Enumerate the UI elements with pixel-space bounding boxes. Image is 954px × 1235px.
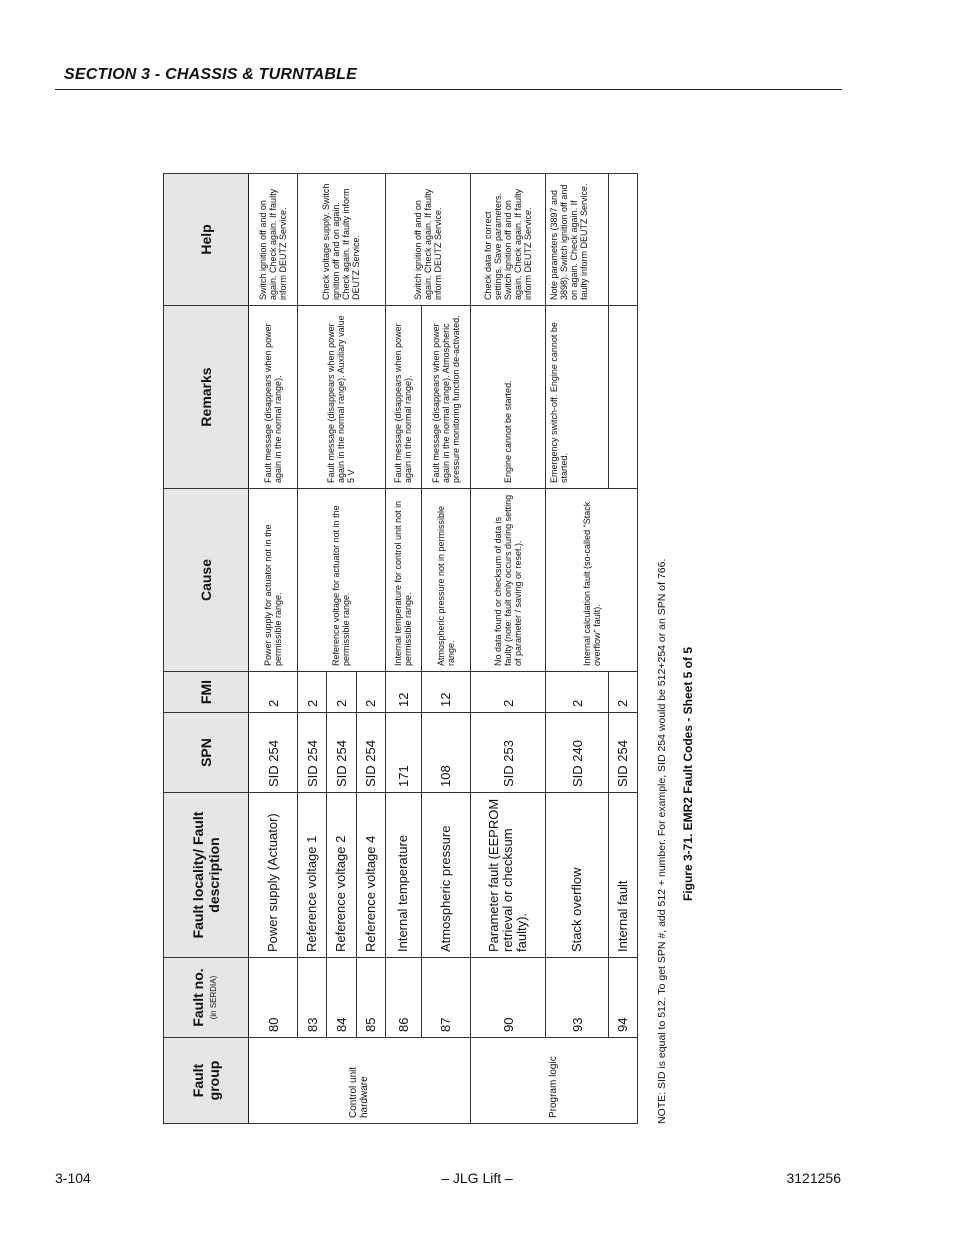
table-row xyxy=(421,174,470,1124)
fmi-cell: 2 xyxy=(608,672,637,713)
header-fault-no-label: Fault no. xyxy=(190,968,206,1027)
cause-cell: Reference voltage for actuator not in the permissible range. xyxy=(298,489,386,672)
remarks-cell: Emergency switch-off. Engine cannot be started. xyxy=(546,306,608,489)
table-note: NOTE: SID is equal to 512. To get SPN #, add 512 + number. For example, SID 254 would be 512+254 or an SPN of 766. xyxy=(656,558,668,1124)
header-fault-group: Fault group xyxy=(164,1038,249,1124)
table-row xyxy=(298,174,327,1124)
table-row xyxy=(385,174,421,1124)
header-fault-no-sub: (in SERDIA) xyxy=(209,975,218,1020)
remarks-cell: Fault message (disappears when power again in the normal range). xyxy=(249,306,298,489)
section-header: SECTION 3 - CHASSIS & TURNTABLE xyxy=(64,66,358,83)
fault-no: 85 xyxy=(356,958,385,1038)
fault-description: Reference voltage 4 xyxy=(356,793,385,958)
help-cell: Switch ignition off and on again. Check again. If faulty inform DEUTZ Service. xyxy=(249,174,298,306)
group-program-logic: Program logic xyxy=(470,1038,637,1124)
help-cell: Check data for correct settings. Save parameters. Switch ignition off and on again. Check again. If faulty inform DEUTZ Service. xyxy=(470,174,546,306)
document-number: 3121256 xyxy=(786,1170,841,1186)
help-cell: Switch ignition off and on again. Check again. If faulty inform DEUTZ Service. xyxy=(385,174,470,306)
header-help: Help xyxy=(164,174,249,306)
help-cell: Check voltage supply. Switch ignition off and on again. Check again. If faulty inform DEUTZ Service. xyxy=(298,174,386,306)
fault-no: 94 xyxy=(608,958,637,1038)
fault-description: Atmospheric pressure xyxy=(421,793,470,958)
help-cell xyxy=(608,174,637,306)
header-rule xyxy=(55,89,842,90)
fault-code-table xyxy=(163,173,638,1124)
cause-cell: Atmospheric pressure not in permissible range. xyxy=(421,489,470,672)
fmi-cell: 2 xyxy=(546,672,608,713)
spn-cell: SID 254 xyxy=(298,713,327,793)
table-row xyxy=(470,174,546,1124)
fault-description: Internal temperature xyxy=(385,793,421,958)
fault-no: 84 xyxy=(327,958,356,1038)
spn-cell: SID 254 xyxy=(327,713,356,793)
header-spn: SPN xyxy=(164,713,249,793)
remarks-cell: Fault message (disappears when power again in the normal range). Atmospheric pressure monitoring function de-activated. xyxy=(421,306,470,489)
fault-description: Parameter fault (EEPROM retrieval or checksum faulty). xyxy=(470,793,546,958)
spn-cell: 171 xyxy=(385,713,421,793)
fault-description: Internal fault xyxy=(608,793,637,958)
fault-no: 83 xyxy=(298,958,327,1038)
fault-no: 86 xyxy=(385,958,421,1038)
fault-no: 80 xyxy=(249,958,298,1038)
spn-cell: SID 240 xyxy=(546,713,608,793)
figure-caption: Figure 3-71. EMR2 Fault Codes - Sheet 5 of 5 xyxy=(681,646,695,902)
cause-cell: Internal temperature for control unit not in permissible range. xyxy=(385,489,421,672)
fault-no: 87 xyxy=(421,958,470,1038)
table-header-row xyxy=(164,174,249,1124)
fault-description: Power supply (Actuator) xyxy=(249,793,298,958)
remarks-cell: Fault message (disappears when power again in the normal range). Auxiliary value 5 V xyxy=(298,306,386,489)
header-fault-description: Fault locality/ Fault description xyxy=(164,793,249,958)
fault-description: Stack overflow xyxy=(546,793,608,958)
fault-description: Reference voltage 1 xyxy=(298,793,327,958)
remarks-cell xyxy=(608,306,637,489)
fault-no: 93 xyxy=(546,958,608,1038)
spn-cell: SID 254 xyxy=(249,713,298,793)
header-fault-no xyxy=(164,958,249,1038)
fmi-cell: 12 xyxy=(385,672,421,713)
fmi-cell: 2 xyxy=(249,672,298,713)
header-remarks: Remarks xyxy=(164,306,249,489)
group-control-unit-hardware: Control unit hardware xyxy=(249,1038,471,1124)
header-cause: Cause xyxy=(164,489,249,672)
cause-cell: Power supply for actuator not in the permissible range. xyxy=(249,489,298,672)
fmi-cell: 2 xyxy=(298,672,327,713)
cause-cell: Internal calculation fault (so-called "Stack overflow" fault). xyxy=(546,489,638,672)
fault-no: 90 xyxy=(470,958,546,1038)
spn-cell: SID 253 xyxy=(470,713,546,793)
cause-cell: No data found or checksum of data is faulty (note: fault only occurs during setting of parameter / saving or reset.). xyxy=(470,489,546,672)
fmi-cell: 2 xyxy=(470,672,546,713)
header-fmi: FMI xyxy=(164,672,249,713)
spn-cell: SID 254 xyxy=(356,713,385,793)
spn-cell: 108 xyxy=(421,713,470,793)
fault-code-table-wrapper xyxy=(163,174,638,1124)
page-number: 3-104 xyxy=(55,1170,91,1186)
help-cell: Note parameters (3897 and 3898). Switch ignition off and on again. Check again. If faulty inform DEUTZ Service. xyxy=(546,174,608,306)
fault-description: Reference voltage 2 xyxy=(327,793,356,958)
fmi-cell: 2 xyxy=(356,672,385,713)
table-row xyxy=(249,174,298,1124)
table-row xyxy=(546,174,608,1124)
fmi-cell: 12 xyxy=(421,672,470,713)
spn-cell: SID 254 xyxy=(608,713,637,793)
footer-brand: – JLG Lift – xyxy=(441,1170,513,1186)
remarks-cell: Fault message (disappears when power again in the normal range). xyxy=(385,306,421,489)
remarks-cell: Engine cannot be started. xyxy=(470,306,546,489)
fmi-cell: 2 xyxy=(327,672,356,713)
